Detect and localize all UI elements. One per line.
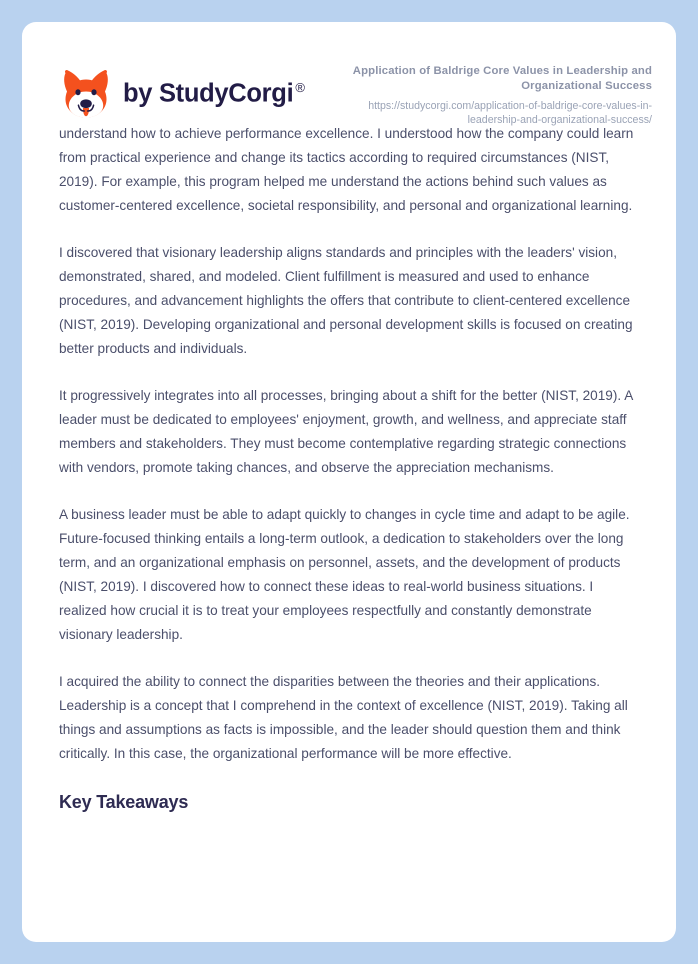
document-body	[22, 100, 676, 813]
document-header	[22, 22, 676, 126]
section-heading-key-takeaways: Key Takeaways	[59, 792, 189, 812]
document-title: Application of Baldrige Core Values in Leadership and Organizational Success	[352, 65, 652, 92]
registered-trademark-icon: ®	[295, 80, 305, 95]
header-meta	[322, 62, 652, 127]
body-paragraph: A business leader must be able to adapt quickly to changes in cycle time and adapt to be agile. Future-focused thinking entails a long-term outlook, a dedication to stakeholders over the long term, and an organizational emphasis on personnel, assets, and the development of products (NIST, 2019). I discovered how to connect these ideas to real-world business situations. I realized how crucial it is to treat your employees respectfully and constantly demonstrate visionary leadership.	[59, 507, 630, 642]
brand-logo[interactable]	[58, 66, 305, 122]
body-paragraph: I acquired the ability to connect the disparities between the theories and their applications. Leadership is a concept that I comprehend in the context of excellence (NIST, 2019). Taking all things and assumptions as facts is impossible, and the leader should question them and think critically. In this case, the organizational performance will be more effective.	[59, 674, 628, 761]
source-url-link[interactable]: https://studycorgi.com/application-of-baldrige-core-values-in-leadership-and-organizational-success/	[368, 99, 652, 126]
corgi-face-icon	[58, 66, 114, 122]
brand-name-text: by StudyCorgi	[123, 79, 294, 108]
body-paragraph: understand how to achieve performance excellence. I understood how the company could learn from practical experience and change its tactics according to required circumstances (NIST, 2019). For example, this program helped me understand the actions behind such values as customer-centered excellence, societal responsibility, and personal and organizational learning.	[59, 126, 634, 213]
body-paragraph: I discovered that visionary leadership aligns standards and principles with the leaders' vision, demonstrated, shared, and modeled. Client fulfillment is measured and used to enhance procedures, and advancement highlights the offers that contribute to client-centered excellence (NIST, 2019). Developing organizational and personal development skills is focused on creating better products and individuals.	[59, 245, 633, 356]
brand-name	[123, 81, 305, 107]
body-paragraph: It progressively integrates into all processes, bringing about a shift for the better (NIST, 2019). A leader must be dedicated to employees' enjoyment, growth, and wellness, and appreciate staff members and stakeholders. They must become contemplative regarding strategic connections with vendors, promote taking chances, and observe the appreciation mechanisms.	[59, 388, 633, 475]
document-page	[22, 22, 676, 942]
